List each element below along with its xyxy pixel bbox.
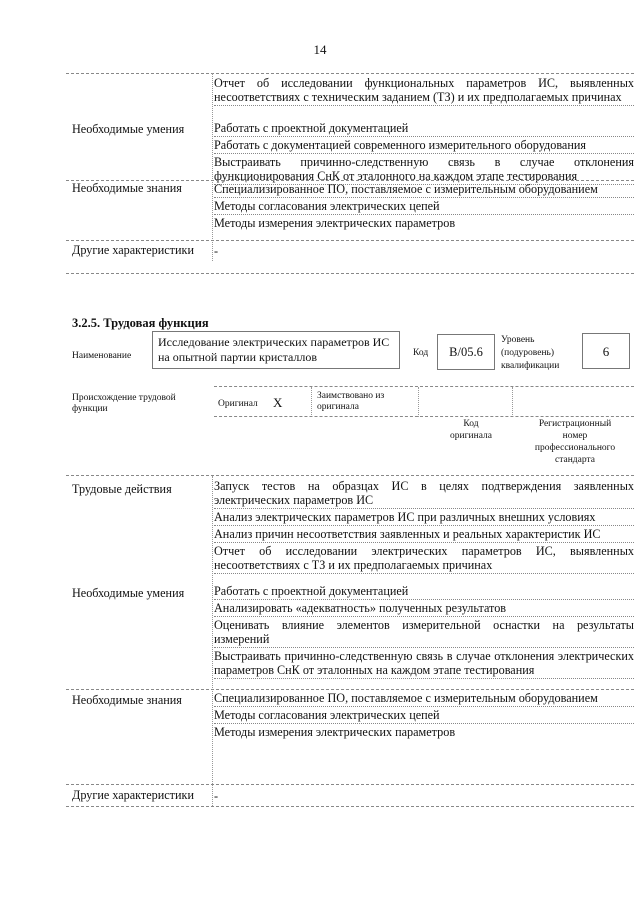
origin-top-rule [214, 386, 634, 387]
table-bottom-border [66, 273, 634, 274]
table-bottom-border [66, 806, 634, 807]
table-cell: Анализировать «адекватность» полученных результатов [214, 600, 634, 617]
level-label: Уровень (подуровень) квалификации [501, 335, 560, 371]
table-cell: Оценивать влияние элементов измерительной оснастки на результаты измерений [214, 618, 634, 646]
section-title: 3.2.5. Трудовая функция [72, 316, 209, 330]
table-cell: Запуск тестов на образцах ИС в целях подтверждения заявленных электрических параметров ИС [214, 479, 634, 507]
table-cell: Отчет об исследовании электрических параметров ИС, выявленных несоответствиях с ТЗ и их предполагаемых причинах [214, 544, 634, 572]
row-label: Необходимые знания [72, 693, 182, 707]
row-divider [66, 240, 634, 241]
table-cell: Методы измерения электрических параметров [214, 216, 456, 230]
table-column-divider [212, 476, 213, 806]
code-box [437, 334, 495, 370]
table-cell: Методы измерения электрических параметров [214, 725, 456, 739]
borrowed-label: Заимствовано из оригинала [317, 391, 385, 412]
row-label: Другие характеристики [72, 243, 194, 257]
name-value: Исследование электрических параметров ИС на опытной партии кристаллов [158, 335, 390, 364]
code-label: Код [413, 348, 429, 358]
row-label: Необходимые знания [72, 181, 182, 195]
level-box [582, 333, 630, 369]
reg-number-label: Регистрационный номер профессионального стандарта [534, 419, 616, 465]
row-label: Необходимые умения [72, 122, 185, 136]
name-box [152, 331, 400, 369]
row-label: Трудовые действия [72, 482, 172, 496]
row-divider [66, 784, 634, 785]
table-cell: Методы согласования электрических цепей [214, 707, 634, 724]
table-top-border [66, 73, 634, 74]
table-cell: Работать с проектной документацией [214, 120, 634, 137]
table-cell: Специализированное ПО, поставляемое с измерительным оборудованием [214, 181, 634, 198]
table-cell: - [214, 244, 219, 258]
origin-divider [311, 387, 312, 417]
table-column-divider [212, 73, 213, 261]
table-cell: Анализ причин несоответствия заявленных и реальных характеристик ИС [214, 526, 634, 543]
table-top-border [66, 475, 634, 476]
row-label: Другие характеристики [72, 788, 194, 802]
origin-divider [512, 387, 513, 417]
level-value: 6 [602, 344, 610, 359]
origin-bottom-rule [214, 416, 634, 417]
table-cell: Методы согласования электрических цепей [214, 198, 634, 215]
table-cell: Выстраивать причинно-следственную связь в случае отклонения электрических параметров СнК от эталонных на каждом этапе тестирования [214, 649, 634, 677]
page-number: 14 [313, 42, 327, 57]
table-cell: Выстраивать причинно-следственную связь в случае отклонения функционирования СнК от эталонного на каждом этапе тестирования [214, 155, 634, 183]
original-mark: X [273, 395, 283, 410]
table-cell: Отчет об исследовании функциональных параметров ИС, выявленных несоответствиях с техническим заданием (ТЗ) и их предполагаемых причинах [214, 76, 634, 104]
code-original-label: Код оригинала [450, 419, 492, 441]
code-value: B/05.6 [449, 345, 483, 359]
row-label: Необходимые умения [72, 586, 185, 600]
table-cell: Специализированное ПО, поставляемое с измерительным оборудованием [214, 690, 634, 707]
original-label: Оригинал [218, 399, 258, 409]
origin-divider [418, 387, 419, 417]
origin-label: Происхождение трудовой функции [72, 393, 176, 414]
table-cell: - [214, 789, 219, 803]
name-label: Наименование [72, 351, 132, 361]
table-cell: Работать с проектной документацией [214, 583, 634, 600]
table-cell: Работать с документацией современного измерительного оборудования [214, 137, 634, 154]
table-cell: Анализ электрических параметров ИС при различных внешних условиях [214, 509, 634, 526]
